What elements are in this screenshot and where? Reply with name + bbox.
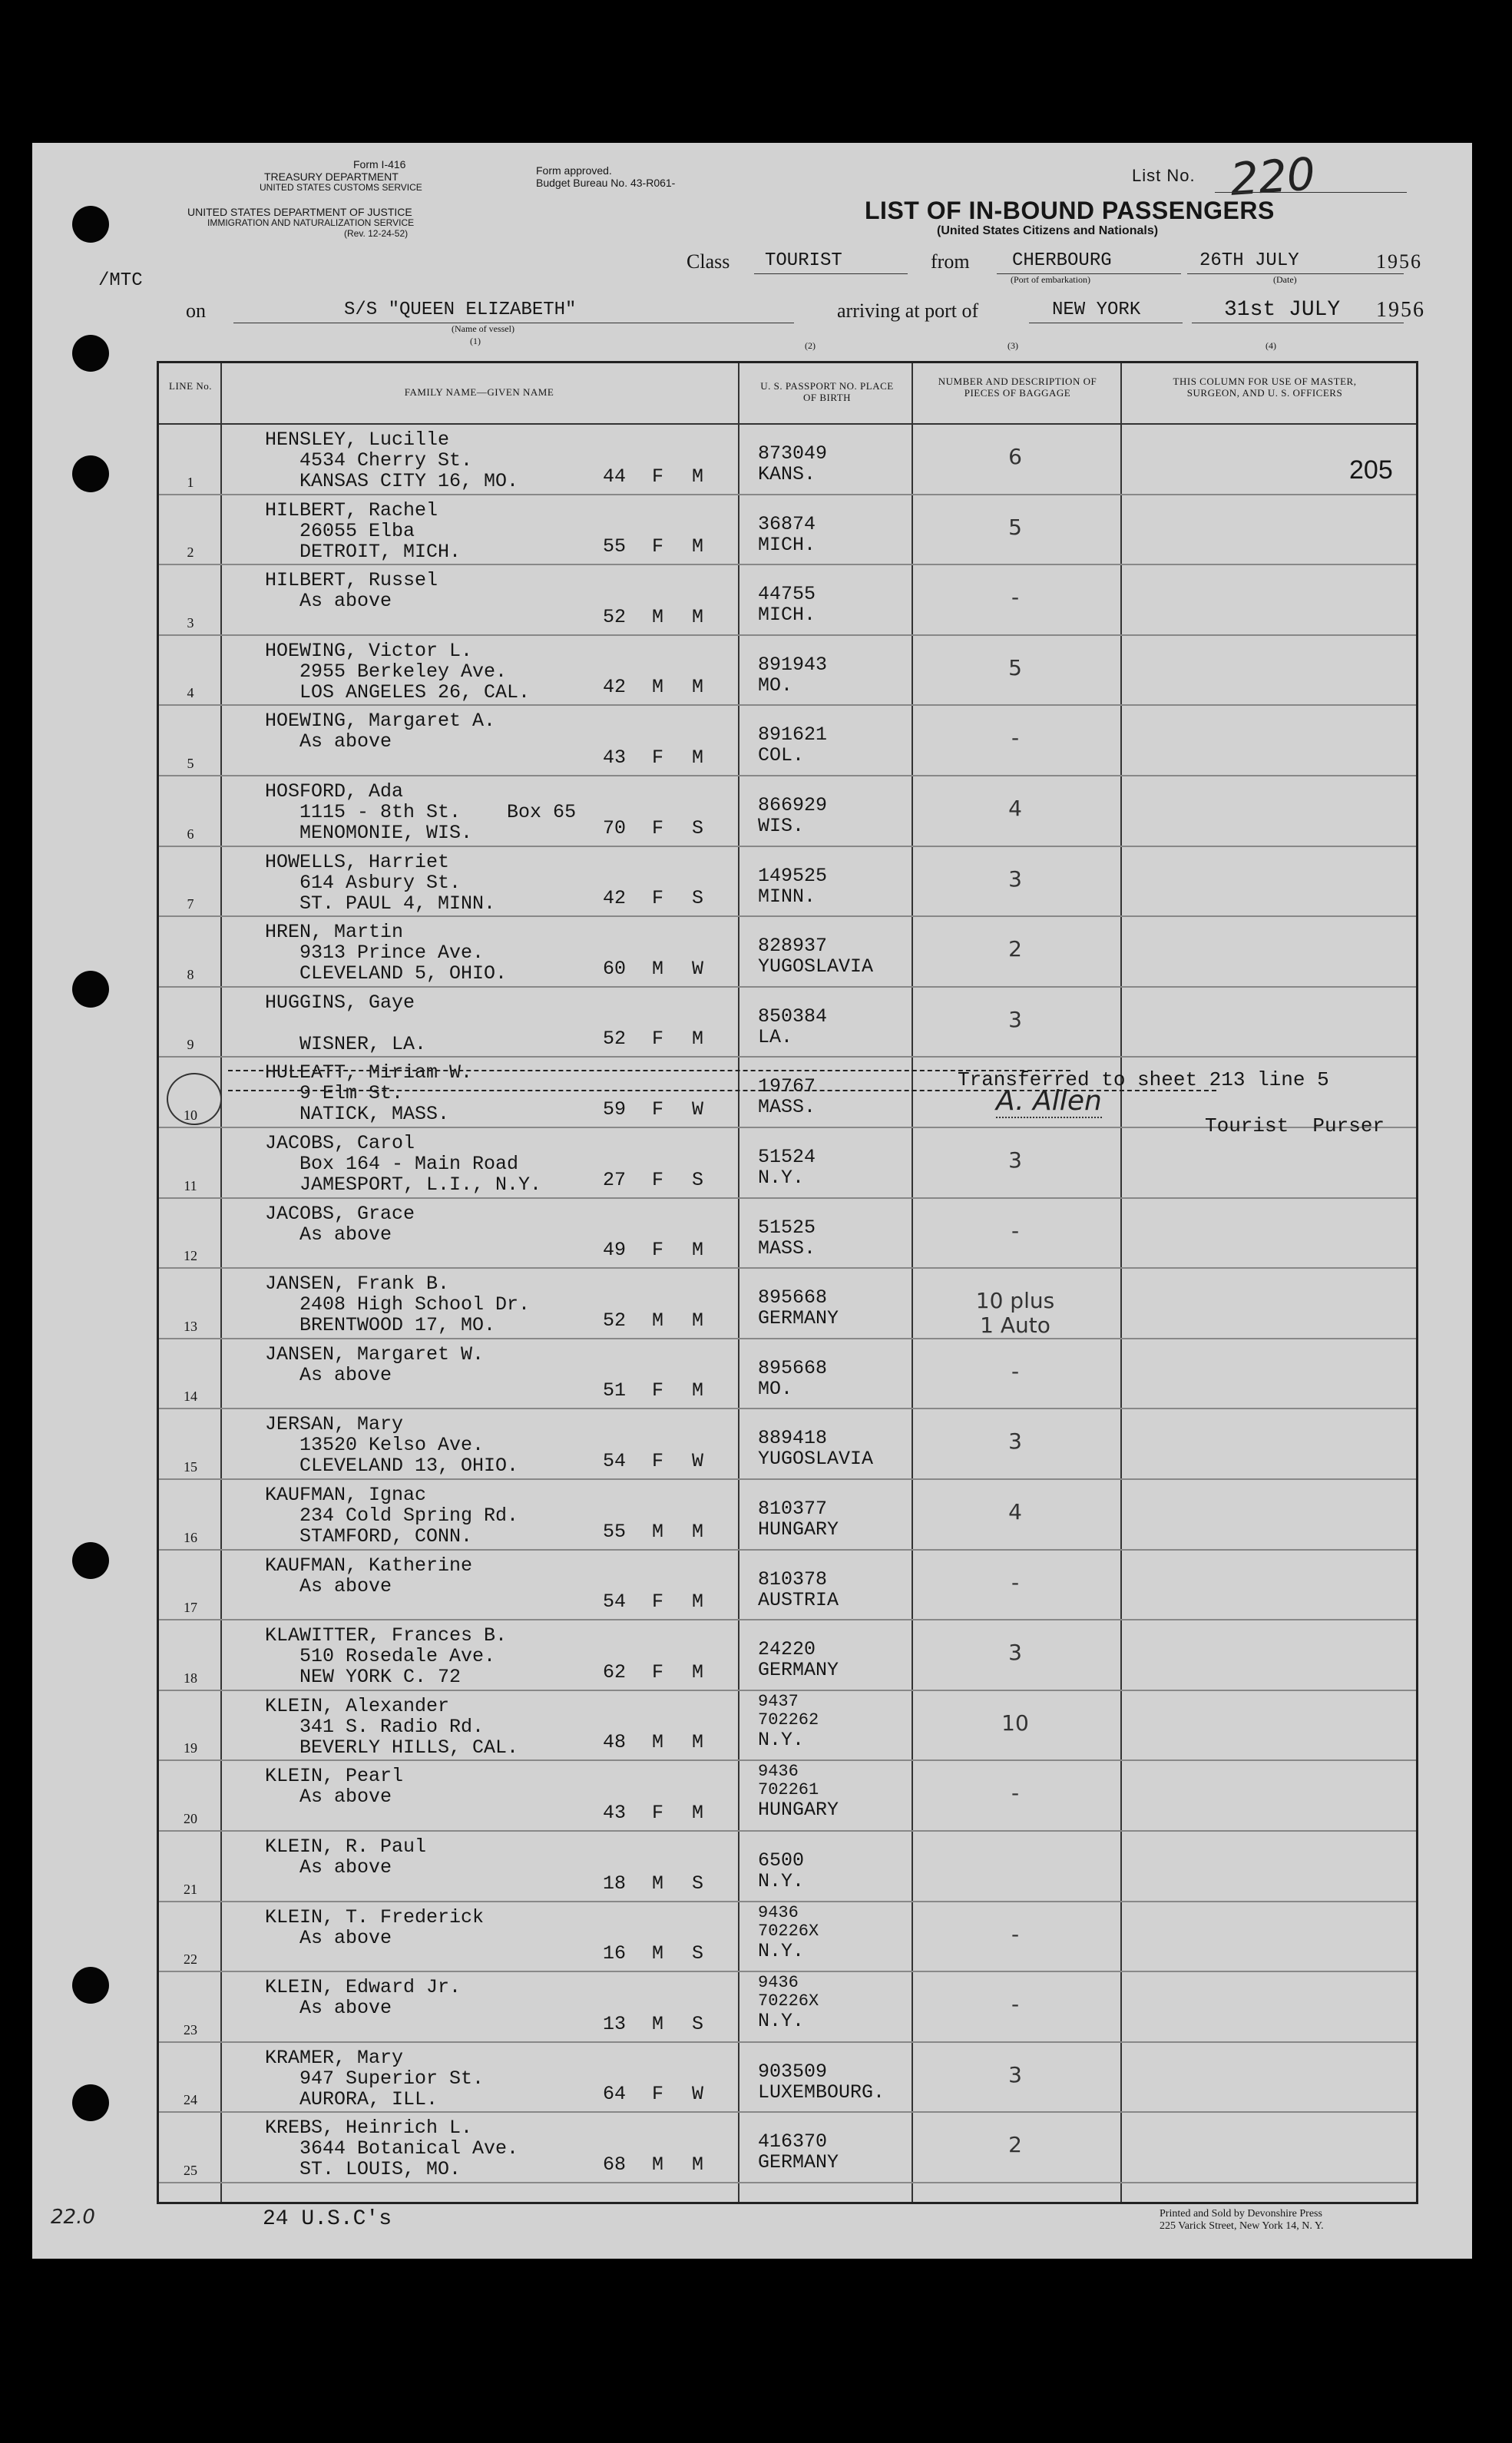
table-row [159, 917, 1416, 988]
line-number: 1 [187, 474, 194, 490]
passenger-name-address: HENSLEY, Lucille 4534 Cherry St. KANSAS CITY 16, MO. [265, 429, 519, 492]
passenger-name-address: KLEIN, R. Paul As above [265, 1836, 427, 1879]
customs-service: UNITED STATES CUSTOMS SERVICE [260, 182, 422, 193]
passenger-name-address: KAUFMAN, Katherine As above [265, 1554, 473, 1597]
table-row [159, 1761, 1416, 1832]
passport-birthplace: 810377 HUNGARY [758, 1498, 839, 1541]
line-number: 3 [187, 614, 194, 631]
passenger-name-address: JERSAN, Mary 13520 Kelso Ave. CLEVELAND 13, OHIO. [265, 1413, 519, 1478]
passenger-sex: F [652, 465, 664, 488]
line-number: 23 [184, 2021, 197, 2037]
rev-label: (Rev. 12-24-52) [344, 228, 409, 239]
col-num-3: (3) [1007, 340, 1018, 351]
passenger-age: 43 [603, 1801, 627, 1824]
passport-birthplace: 51525 MASS. [758, 1216, 816, 1260]
arriving-label: arriving at port of [837, 300, 979, 322]
passenger-table [157, 361, 1418, 2204]
passport-birthplace: 810378 AUSTRIA [758, 1567, 839, 1611]
baggage-count: 3 [1008, 1147, 1022, 1173]
table-row [159, 988, 1416, 1058]
passenger-name-address: JANSEN, Frank B. 2408 High School Dr. BRENTWOOD 17, MO. [265, 1273, 531, 1337]
passport-birthplace: 149525 MINN. [758, 864, 828, 908]
list-no-value: 220 [1228, 147, 1317, 206]
baggage-count: - [1011, 1358, 1020, 1384]
line-number: 21 [184, 1881, 197, 1897]
punch-hole [72, 1542, 109, 1579]
passenger-age: 52 [603, 1309, 627, 1332]
passport-birthplace: 828937 YUGOSLAVIA [758, 935, 874, 978]
marital-status: M [692, 605, 704, 628]
class-value: TOURIST [765, 250, 842, 271]
transfer-note: Transferred to sheet 213 line 5 [958, 1068, 1329, 1091]
departure-date: 26TH JULY [1199, 250, 1299, 271]
passport-birthplace: N.Y. [758, 1728, 805, 1751]
baggage-count: 3 [1008, 866, 1022, 892]
col-header-line-no: LINE No. [169, 380, 212, 392]
usc-count: 24 U.S.C's [263, 2207, 392, 2231]
passenger-age: 64 [603, 2083, 627, 2106]
col-header-officers: THIS COLUMN FOR USE OF MASTER, SURGEON, AND U. S. OFFICERS [1173, 376, 1357, 399]
ins-label: IMMIGRATION AND NATURALIZATION SERVICE [207, 217, 415, 228]
baggage-count: 5 [1008, 514, 1022, 540]
table-row [159, 1620, 1416, 1691]
passenger-name-address: HOEWING, Margaret A. As above [265, 710, 496, 753]
passport-birthplace: 873049 KANS. [758, 442, 828, 485]
punch-hole [72, 2084, 109, 2121]
passenger-age: 44 [603, 465, 627, 488]
punch-hole [72, 206, 109, 243]
passport-birthplace: 416370 GERMANY [758, 2130, 839, 2174]
passport-number-corrected: 9437 702262 [758, 1691, 819, 1730]
line-number: 11 [184, 1177, 197, 1193]
embarkation-caption: (Port of embarkation) [1011, 274, 1090, 285]
passenger-sex: F [652, 2083, 664, 2106]
mtc-note: /MTC [98, 270, 143, 291]
passenger-sex: M [652, 676, 664, 699]
passport-birthplace: N.Y. [758, 2010, 805, 2033]
passenger-sex: M [652, 1872, 664, 1895]
passenger-name-address: HILBERT, Russel As above [265, 569, 438, 613]
printer-line-1: Printed and Sold by Devonshire Press [1160, 2208, 1322, 2220]
line-number: 25 [184, 2162, 197, 2178]
passenger-name-address: KLEIN, Edward Jr. As above [265, 1976, 462, 2020]
printer-line-2: 225 Varick Street, New York 14, N. Y. [1160, 2220, 1324, 2232]
baggage-count: - [1011, 1780, 1020, 1806]
marital-status: M [692, 676, 704, 699]
passenger-sex: F [652, 816, 664, 839]
class-label: Class [687, 250, 730, 273]
passenger-sex: M [652, 1731, 664, 1754]
punch-hole [72, 455, 109, 492]
baggage-count: 10 [1001, 1710, 1029, 1736]
passenger-name-address: KREBS, Heinrich L. 3644 Botanical Ave. ST. LOUIS, MO. [265, 2117, 519, 2181]
passport-number-corrected: 9436 70226X [758, 1973, 819, 2011]
line-number: 9 [187, 1037, 194, 1053]
passenger-sex: M [652, 2012, 664, 2035]
marital-status: W [692, 1097, 704, 1121]
passenger-sex: M [652, 957, 664, 980]
on-label: on [186, 300, 206, 322]
line-number: 6 [187, 826, 194, 842]
line-number: 20 [184, 1810, 197, 1826]
passport-number-corrected: 9436 702261 [758, 1762, 819, 1800]
passenger-name-address: HREN, Martin 9313 Prince Ave. CLEVELAND 5, OHIO. [265, 921, 508, 985]
passport-birthplace: 889418 YUGOSLAVIA [758, 1427, 874, 1471]
table-row [159, 1832, 1416, 1902]
form-approved: Form approved. [536, 164, 612, 177]
list-no-label: List No. [1132, 166, 1196, 185]
passport-birthplace: HUNGARY [758, 1799, 839, 1822]
baggage-count: 2 [1008, 2132, 1022, 2158]
passenger-age: 13 [603, 2012, 627, 2035]
passenger-name-address: JACOBS, Grace As above [265, 1202, 415, 1246]
baggage-count: 10 plus 1 Auto [975, 1288, 1055, 1339]
passenger-age: 68 [603, 2153, 627, 2176]
baggage-count: - [1011, 1991, 1020, 2018]
baggage-count: - [1011, 1217, 1020, 1243]
passenger-name-address: HILBERT, Rachel 26055 Elba DETROIT, MICH. [265, 498, 462, 563]
passenger-name-address: KLEIN, Alexander 341 S. Radio Rd. BEVERLY HILLS, CAL. [265, 1694, 519, 1759]
passenger-sex: F [652, 535, 664, 558]
arrival-port: NEW YORK [1052, 300, 1141, 320]
punch-hole [72, 335, 109, 372]
passenger-age: 43 [603, 746, 627, 769]
baggage-count: - [1011, 584, 1020, 611]
marital-status: S [692, 816, 704, 839]
table-row [159, 1128, 1416, 1199]
passenger-age: 62 [603, 1660, 627, 1683]
table-row [159, 1480, 1416, 1551]
officer-note: 205 [1349, 455, 1393, 485]
baggage-count: 3 [1008, 1006, 1022, 1032]
line-number: 4 [187, 685, 194, 701]
passenger-name-address: HOSFORD, Ada 1115 - 8th St. Box 65 MENOMONIE, WIS. [265, 780, 577, 844]
line-number: 2 [187, 545, 194, 561]
passenger-age: 54 [603, 1449, 627, 1472]
col-num-4: (4) [1266, 340, 1276, 351]
baggage-count: 2 [1008, 936, 1022, 962]
passenger-age: 49 [603, 1239, 627, 1262]
table-row [159, 1551, 1416, 1621]
col-num-1: (1) [470, 336, 481, 346]
line-number: 24 [184, 2092, 197, 2108]
marital-status: S [692, 2012, 704, 2035]
table-row [159, 1972, 1416, 2043]
table-row [159, 1902, 1416, 1973]
table-row [159, 425, 1416, 495]
passenger-age: 51 [603, 1379, 627, 1402]
table-row [159, 1409, 1416, 1480]
passport-birthplace: 19767 MASS. [758, 1075, 816, 1119]
passport-birthplace: 866929 WIS. [758, 794, 828, 837]
table-row [159, 1269, 1416, 1339]
passenger-name-address: HULEATT, Miriam W. 9 Elm St. NATICK, MASS. [265, 1061, 473, 1126]
table-row [159, 2043, 1416, 2114]
table-row [159, 565, 1416, 636]
passenger-sex: F [652, 887, 664, 910]
form-number: Form I-416 [353, 158, 406, 170]
baggage-count: - [1011, 725, 1020, 751]
passenger-age: 59 [603, 1097, 627, 1121]
baggage-count: 5 [1008, 654, 1022, 680]
table-row [159, 636, 1416, 707]
passport-birthplace: 891943 MO. [758, 653, 828, 697]
passenger-age: 42 [603, 676, 627, 699]
marital-status: M [692, 1239, 704, 1262]
line-number: 18 [184, 1670, 197, 1686]
punch-hole [72, 1967, 109, 2004]
passenger-age: 27 [603, 1168, 627, 1191]
baggage-count: - [1011, 1569, 1020, 1595]
passport-birthplace: N.Y. [758, 1939, 805, 1962]
punch-hole [72, 971, 109, 1008]
marital-status: M [692, 1309, 704, 1332]
marital-status: M [692, 1379, 704, 1402]
table-row [159, 1199, 1416, 1269]
marital-status: M [692, 535, 704, 558]
marital-status: M [692, 746, 704, 769]
purser-signature: A. Allen [996, 1085, 1102, 1117]
passenger-age: 55 [603, 535, 627, 558]
passenger-age: 16 [603, 1942, 627, 1965]
vessel-name: S/S "QUEEN ELIZABETH" [344, 300, 577, 320]
passenger-sex: F [652, 746, 664, 769]
marital-status: M [692, 1660, 704, 1683]
marital-status: S [692, 1942, 704, 1965]
line-number: 7 [187, 896, 194, 912]
passenger-sex: F [652, 1449, 664, 1472]
passport-birthplace: 6500 N.Y. [758, 1849, 805, 1892]
passenger-age: 52 [603, 605, 627, 628]
passenger-age: 54 [603, 1591, 627, 1614]
passenger-age: 42 [603, 887, 627, 910]
passport-birthplace: 850384 LA. [758, 1005, 828, 1048]
passenger-name-address: KLEIN, Pearl As above [265, 1765, 404, 1809]
passenger-name-address: JANSEN, Margaret W. As above [265, 1342, 485, 1386]
line-number: 15 [184, 1458, 197, 1475]
line-circle-mark [167, 1073, 222, 1125]
line-number: 19 [184, 1740, 197, 1756]
passenger-age: 48 [603, 1731, 627, 1754]
table-row [159, 2113, 1416, 2183]
passenger-age: 55 [603, 1520, 627, 1543]
passport-birthplace: 895668 MO. [758, 1356, 828, 1400]
passenger-age: 70 [603, 816, 627, 839]
purser-title: Tourist Purser [1205, 1114, 1385, 1137]
passenger-sex: F [652, 1379, 664, 1402]
passenger-name-address: KAUFMAN, Ignac 234 Cold Spring Rd. STAMFORD, CONN. [265, 1484, 519, 1548]
col-header-baggage: NUMBER AND DESCRIPTION OF PIECES OF BAGGAGE [938, 376, 1097, 399]
marital-status: M [692, 1520, 704, 1543]
col-header-passport: U. S. PASSPORT NO. PLACE OF BIRTH [760, 380, 894, 403]
table-row [159, 1691, 1416, 1762]
passenger-age: 52 [603, 1028, 627, 1051]
col-header-name: FAMILY NAME—GIVEN NAME [404, 386, 554, 398]
margin-note: 22.0 [51, 2206, 95, 2229]
baggage-count: - [1011, 1921, 1020, 1947]
passenger-age: 60 [603, 957, 627, 980]
treasury-department: TREASURY DEPARTMENT [264, 170, 399, 183]
line-number: 10 [184, 1107, 197, 1123]
passport-number-corrected: 9436 70226X [758, 1902, 819, 1941]
marital-status: M [692, 465, 704, 488]
passport-birthplace: 36874 MICH. [758, 512, 816, 556]
marital-status: M [692, 1028, 704, 1051]
from-value: CHERBOURG [1012, 250, 1112, 271]
table-row [159, 495, 1416, 566]
marital-status: S [692, 1168, 704, 1191]
marital-status: M [692, 2153, 704, 2176]
line-number: 8 [187, 966, 194, 982]
passenger-name-address: HOEWING, Victor L. 2955 Berkeley Ave. LOS ANGELES 26, CAL. [265, 639, 531, 703]
table-row [159, 706, 1416, 776]
baggage-count: 3 [1008, 1428, 1022, 1455]
baggage-count: 4 [1008, 796, 1022, 821]
line-number: 22 [184, 1951, 197, 1968]
passenger-name-address: KLEIN, T. Frederick As above [265, 1905, 485, 1949]
passenger-age: 18 [603, 1872, 627, 1895]
passenger-sex: M [652, 605, 664, 628]
marital-status: M [692, 1801, 704, 1824]
passenger-name-address: JACOBS, Carol Box 164 - Main Road JAMESPORT, L.I., N.Y. [265, 1132, 542, 1196]
passenger-name-address: KLAWITTER, Frances B. 510 Rosedale Ave. NEW YORK C. 72 [265, 1624, 508, 1689]
passenger-name-address: HOWELLS, Harriet 614 Asbury St. ST. PAUL 4, MINN. [265, 850, 496, 915]
passenger-name-address: HUGGINS, Gaye WISNER, LA. [265, 991, 427, 1055]
cancel-strike-line [228, 1070, 1070, 1071]
budget-bureau: Budget Bureau No. 43-R061- [536, 177, 676, 189]
from-label: from [931, 250, 970, 273]
line-number: 14 [184, 1389, 197, 1405]
marital-status: W [692, 957, 704, 980]
arrival-year: 1956 [1376, 298, 1425, 322]
baggage-count: 3 [1008, 2061, 1022, 2087]
passenger-sex: F [652, 1801, 664, 1824]
marital-status: S [692, 1872, 704, 1895]
passenger-sex: F [652, 1239, 664, 1262]
passport-birthplace: 51524 N.Y. [758, 1146, 816, 1189]
line-number: 16 [184, 1529, 197, 1545]
passenger-sex: M [652, 2153, 664, 2176]
passport-birthplace: 44755 MICH. [758, 583, 816, 627]
line-number: 13 [184, 1318, 197, 1334]
passenger-sex: M [652, 1942, 664, 1965]
arrival-date: 31st JULY [1224, 298, 1341, 322]
passenger-sex: F [652, 1168, 664, 1191]
passport-birthplace: 895668 GERMANY [758, 1286, 839, 1330]
passenger-sex: F [652, 1097, 664, 1121]
marital-status: W [692, 2083, 704, 2106]
class-underline [754, 273, 908, 274]
table-row [159, 776, 1416, 847]
passenger-sex: F [652, 1028, 664, 1051]
passenger-sex: M [652, 1520, 664, 1543]
marital-status: M [692, 1731, 704, 1754]
line-number: 17 [184, 1600, 197, 1616]
date-caption: (Date) [1273, 274, 1297, 285]
marital-status: M [692, 1591, 704, 1614]
passenger-name-address: KRAMER, Mary 947 Superior St. AURORA, ILL. [265, 2046, 485, 2110]
passenger-sex: M [652, 1309, 664, 1332]
baggage-count: 4 [1008, 1499, 1022, 1524]
document-subtitle: (United States Citizens and Nationals) [937, 224, 1159, 237]
marital-status: W [692, 1449, 704, 1472]
document-title: LIST OF IN-BOUND PASSENGERS [865, 197, 1275, 224]
passport-birthplace: 903509 LUXEMBOURG. [758, 2060, 885, 2104]
table-row [159, 1339, 1416, 1410]
col-num-2: (2) [805, 340, 816, 351]
line-number: 5 [187, 755, 194, 771]
marital-status: S [692, 887, 704, 910]
departure-year: 1956 [1376, 250, 1422, 273]
table-row [159, 847, 1416, 918]
line-number: 12 [184, 1248, 197, 1264]
baggage-count: 3 [1008, 1640, 1022, 1666]
passenger-sex: F [652, 1660, 664, 1683]
passport-birthplace: 891621 COL. [758, 723, 828, 767]
passport-birthplace: 24220 GERMANY [758, 1638, 839, 1682]
passenger-sex: F [652, 1591, 664, 1614]
baggage-count: 6 [1008, 444, 1022, 469]
justice-department: UNITED STATES DEPARTMENT OF JUSTICE [187, 206, 412, 218]
list-no-underline [1215, 192, 1407, 193]
vessel-caption: (Name of vessel) [452, 323, 514, 334]
